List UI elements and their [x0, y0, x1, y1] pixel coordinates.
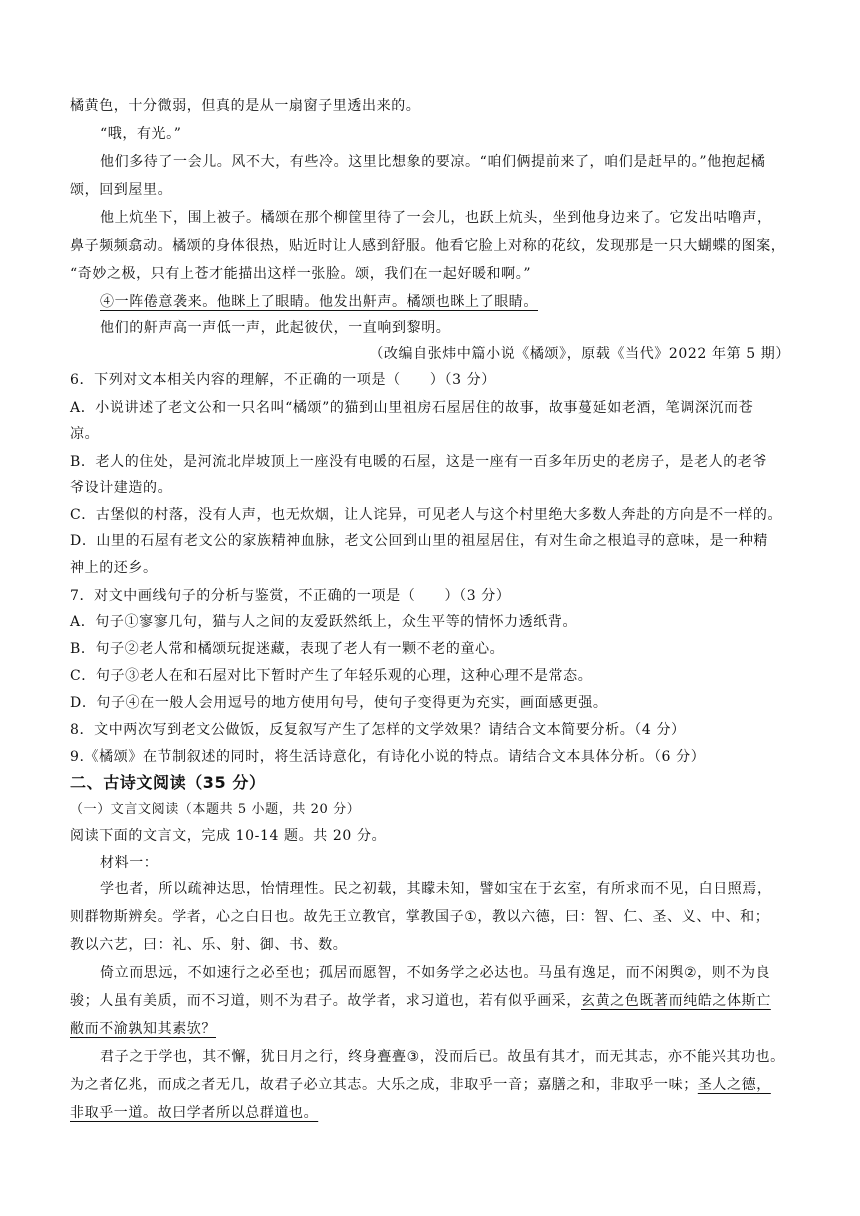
option-6b: B．老人的住处，是河流北岸坡顶上一座没有电暖的石屋，这是一座有一百多年历史的老房子，是老人的老爷	[70, 454, 768, 470]
question-9: 9.《橘颂》在节制叙述的同时，将生活诗意化，有诗化小说的特点。请结合文本具体分析。（6 分）	[70, 749, 706, 765]
classical-text-line: 倚立而思远，不如速行之必至也；孤居而愿智，不如务学之必达也。马虽有逸足，而不闲舆②，则不为良	[100, 965, 771, 981]
story-paragraph: 他们的鼾声高一声低一声，此起彼伏，一直响到黎明。	[100, 320, 451, 336]
classical-text-span: 骏；人虽有美质，而不习道，则不为君子。故学者，求习道也，若有似乎画采，	[70, 993, 581, 1009]
option-6d: D．山里的石屋有老文公的家族精神血脉，老文公回到山里的祖屋居住，有对生命之根追寻的意味，是一种精	[70, 533, 769, 549]
option-6c: C．古堡似的村落，没有人声，也无炊烟，让人诧异，可见老人与这个村里绝大多数人奔赴的方向是不一样的。	[70, 507, 783, 523]
option-7b: B．句子②老人常和橘颂玩捉迷藏，表现了老人有一颗不老的童心。	[70, 641, 505, 657]
option-7c: C．句子③老人在和石屋对比下暂时产生了年轻乐观的心理，这种心理不是常态。	[70, 668, 593, 684]
story-paragraph: “哦，有光。”	[100, 126, 182, 142]
story-paragraph: 颂，回到屋里。	[70, 182, 173, 198]
classical-text-line	[70, 1075, 771, 1095]
classical-text-span: 为之者亿兆，而成之者无几，故君子必立其志。大乐之成，非取乎一音；嘉膳之和，非取乎一味；	[70, 1077, 698, 1093]
classical-text-line: 君子之于学也，其不懈，犹日月之行，终身亹亹③，没而后已。故虽有其才，而无其志，亦不能兴其功也。	[100, 1049, 785, 1065]
section-heading: 二、古诗文阅读（35 分）	[70, 773, 266, 792]
source-note: （改编自张炜中篇小说《橘颂》，原载《当代》2022 年第 5 期）	[369, 346, 790, 362]
subsection-heading: （一）文言文阅读（本题共 5 小题，共 20 分）	[70, 802, 361, 817]
underlined-classical-sentence: 敝而不渝孰知其素欤？	[70, 1021, 216, 1037]
underlined-sentence-4: ④一阵倦意袭来。他眯上了眼睛。他发出鼾声。橘颂也眯上了眼睛。	[100, 294, 538, 310]
story-paragraph: 他上炕坐下，围上被子。橘颂在那个柳筐里待了一会儿，也跃上炕头，坐到他身边来了。它发出咕噜声，	[100, 210, 772, 226]
instruction: 阅读下面的文言文，完成 10-14 题。共 20 分。	[70, 828, 387, 844]
classical-text-line: 教以六艺，曰：礼、乐、射、御、书、数。	[70, 937, 348, 953]
option-7d: D．句子④在一般人会用逗号的地方使用句号，使句子变得更为充实，画面感更强。	[70, 695, 608, 711]
story-paragraph: 鼻子频频翕动。橘颂的身体很热，贴近时让人感到舒服。他看它脸上对称的花纹，发现那是一只大蝴蝶的图案，	[70, 238, 786, 254]
underlined-classical-sentence: 圣人之德，	[697, 1077, 771, 1093]
option-7a: A．句子①寥寥几句，猫与人之间的友爱跃然纸上，众生平等的情怀力透纸背。	[70, 614, 578, 630]
option-6a: 凉。	[70, 426, 100, 442]
material-label: 材料一：	[100, 855, 159, 871]
story-paragraph: 他们多待了一会儿。风不大，有些冷。这里比想象的要凉。“咱们俩提前来了，咱们是赶早的。”他抱起橘	[100, 154, 766, 170]
underlined-classical-sentence: 玄黄之色既著而纯皓之体斯亡	[581, 993, 771, 1009]
question-6: 6．下列对文本相关内容的理解，不正确的一项是（ ）（3 分）	[70, 372, 496, 388]
option-6a: A．小说讲述了老文公和一只名叫“橘颂”的猫到山里祖房石屋居住的故事，故事蔓延如老酒，笔调深沉而苍	[70, 400, 754, 416]
question-8: 8．文中两次写到老文公做饭，反复叙写产生了怎样的文学效果？请结合文本简要分析。（4 分）	[70, 722, 686, 738]
story-paragraph: “奇妙之极，只有上苍才能描出这样一张脸。颂，我们在一起好暖和啊。”	[70, 266, 532, 282]
story-paragraph: 橘黄色，十分微弱，但真的是从一扇窗子里透出来的。	[70, 98, 421, 114]
classical-text-line: 学也者，所以疏神达思，怡情理性。民之初载，其矇未知，譬如宝在于玄室，有所求而不见，白日照焉，	[100, 881, 772, 897]
classical-text-line: 则群物斯辨矣。学者，心之白日也。故先王立教官，掌教国子①，教以六德，曰：智、仁、圣、义、中、和；	[70, 909, 770, 925]
option-6d: 神上的还乡。	[70, 560, 158, 576]
underlined-classical-sentence: 非取乎一道。故曰学者所以总群道也。	[70, 1105, 319, 1121]
option-6b: 爷设计建造的。	[70, 480, 173, 496]
classical-text-line	[70, 991, 771, 1011]
question-7: 7．对文中画线句子的分析与鉴赏，不正确的一项是（ ）（3 分）	[70, 588, 511, 604]
